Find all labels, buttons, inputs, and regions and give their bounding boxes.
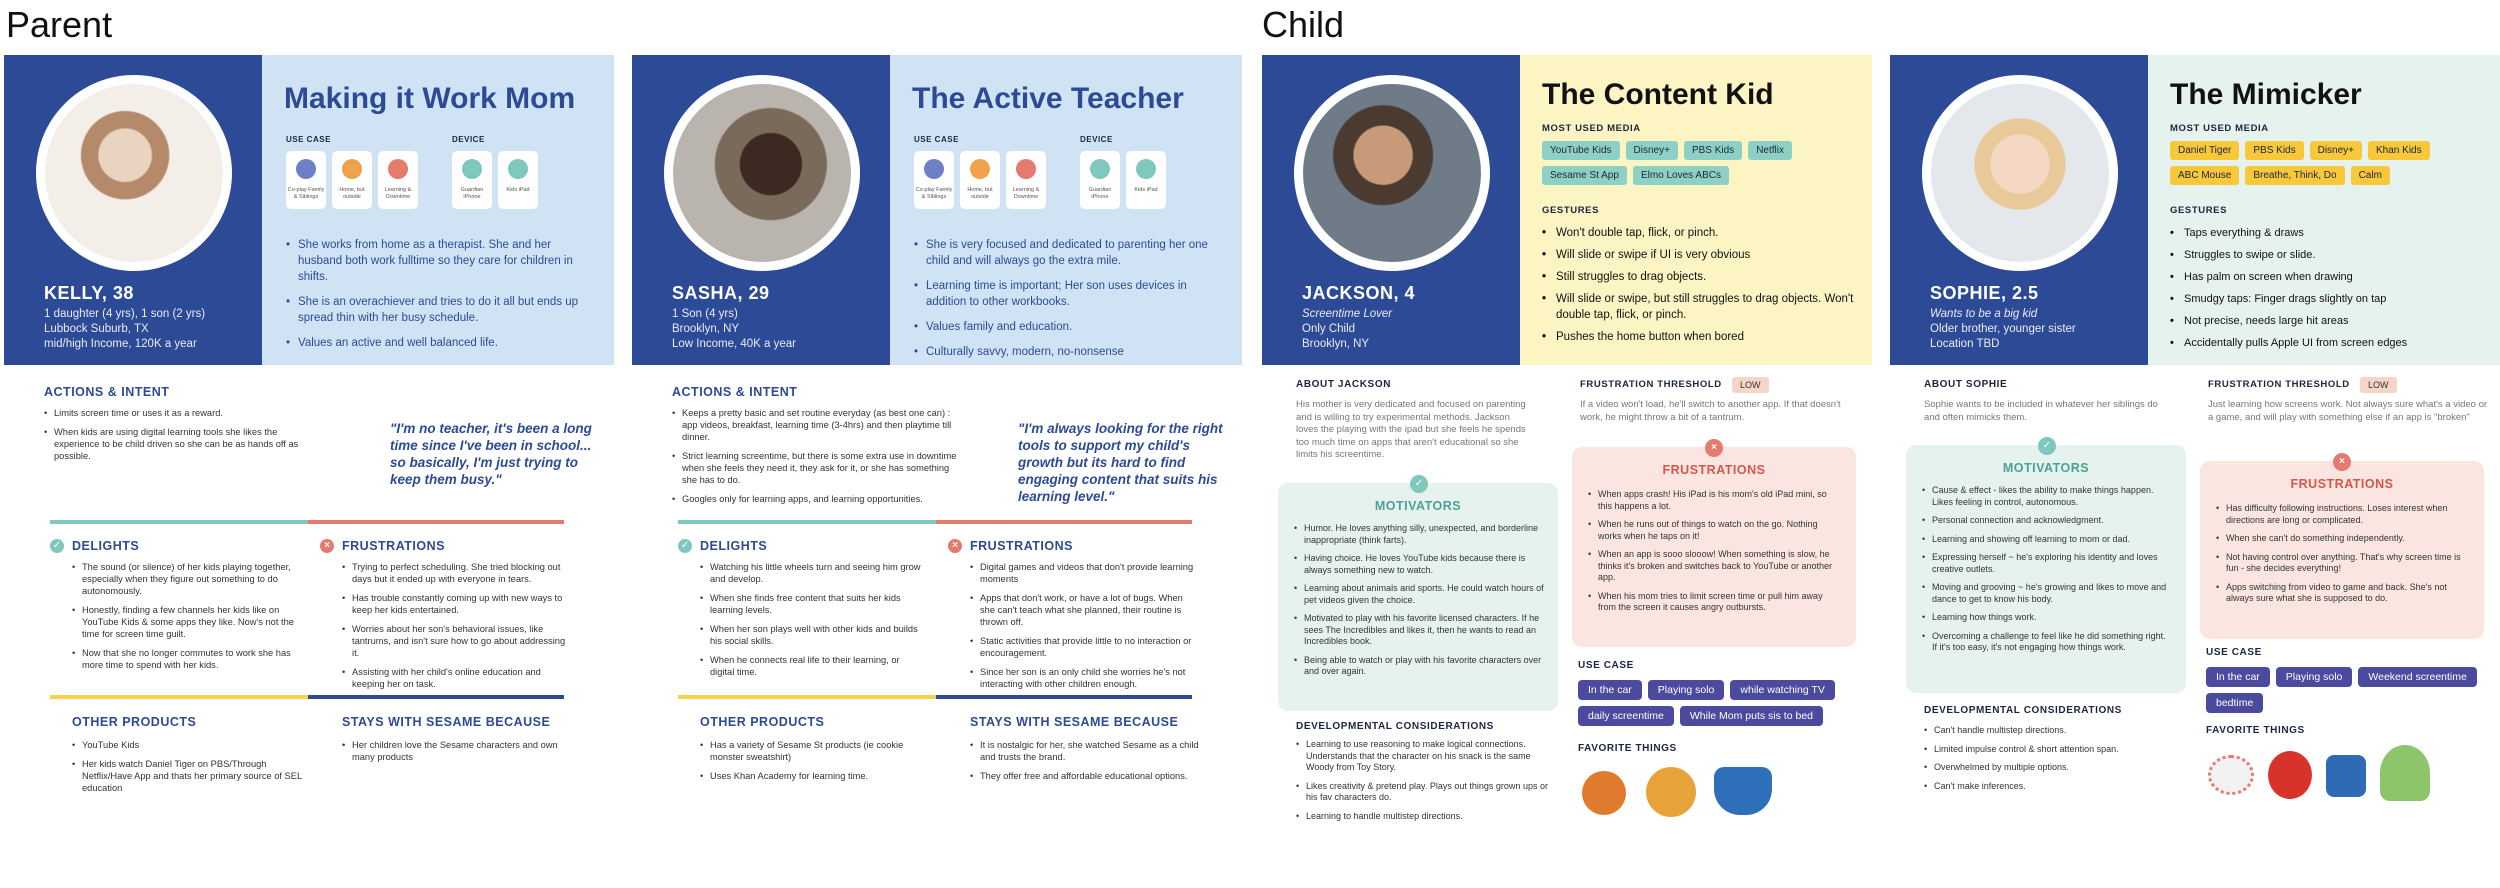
use-case-heading: USE CASE [2206,647,2262,658]
persona-name: SOPHIE, 2.5 [1930,283,2039,303]
motivators-list: • Cause & effect - likes the ability to make things happen. Likes feeling in control, autonomous. • Personal connection and acknowledgment. • Learning and showing off learning to mom or dad. • Expressing herself ~ he's exploring his identity and loves creative outlets. • Moving and grooving ~ he's growing and likes to move and dance to get to know his body. • Learning how things work. • Overcoming a challenge to feel like he did something right. If it's too easy, it's not engaging how things work. [1922,485,2172,661]
learning-icon [1016,159,1036,179]
paw-patrol-icon [1714,767,1772,815]
delights-heading: DELIGHTS [700,539,768,553]
device-label: DEVICE [452,135,485,144]
persona-title: The Mimicker [2170,78,2362,111]
persona-sidebar [632,55,890,365]
tile-ipad: Kids iPad [1126,151,1166,209]
favorites-heading: FAVORITE THINGS [1578,743,1677,754]
tile-learning: Learning & Downtime [378,151,418,209]
persona-summary [2148,55,2500,365]
other-products-heading: OTHER PRODUCTS [700,715,825,729]
stays-list: • Her children love the Sesame characters and own many products [342,739,578,770]
divider-navy [308,695,564,699]
persona-bullets: • She works from home as a therapist. She and her husband both work fulltime so they care for children in shifts. • She is an overachiever and tries to do it all but ends up spread thin with her busy schedule. • Values an active and well balanced life. [286,237,596,360]
about-heading: ABOUT SOPHIE [1924,379,2008,390]
motivators-list: • Humor. He loves anything silly, unexpected, and borderline inappropriate (think farts). • Having choice. He loves YouTube kids because there is always something new to watch. • Learning about animals and sports. He could watch hours of pet videos given the choice. • Motivated to play with his favorite licensed characters. If he sees The Incredibles and likes it, then he wants to read an Incredibles book. • Being able to watch or play with his favorite characters over and over again. [1294,523,1544,685]
actions-list: • Keeps a pretty basic and set routine everyday (as best one can) : app videos, breakfast, learning time (3-4hrs) and then playtime till dinner. • Strict learning screentime, but there is some extra use in downtime when she feels they need it, they ask for it, or she has something she has to do. • Googles only for learning apps, and learning opportunities. [672,407,962,512]
phone-icon [462,159,482,179]
actions-heading: ACTIONS & INTENT [44,385,170,399]
media-chips [2170,141,2490,185]
frustrations-list: • Has difficulty following instructions. Loses interest when directions are long or complicated. • When she can't do something independently. • Not having control over anything. That's why screen time is fun - she decides everything! • Apps switching from video to game and back. She's not always sure what she is supposed to do. [2216,503,2470,612]
media-chip: Khan Kids [2368,141,2430,160]
tile-home: Home, but outside [332,151,372,209]
threshold-badge: LOW [1732,377,1769,393]
media-chip: ABC Mouse [2170,166,2239,185]
frustrations-box [2200,456,2484,639]
check-icon: ✓ [1410,475,1428,493]
media-chip: Breathe, Think, Do [2245,166,2344,185]
media-chip: Disney+ [2310,141,2362,160]
use-case-pill: daily screentime [1578,706,1674,726]
stays-list: • It is nostalgic for her, she watched Sesame as a child and trusts the brand. • They offer free and affordable educational options. [970,739,1206,789]
frustrations-box [1572,442,1856,647]
media-chips [1542,141,1862,185]
persona-card-sophie [1890,55,2500,825]
persona-title: The Content Kid [1542,78,1774,111]
divider-navy [936,695,1192,699]
x-icon: × [1705,439,1723,457]
use-case-pill: bedtime [2206,693,2263,713]
persona-sidebar [1890,55,2148,365]
persona-card-kelly [4,55,614,825]
elmo-icon [2268,751,2312,799]
frustrations-list: • Digital games and videos that don't provide learning moments • Apps that don't work, or have a lot of bugs. When she can't teach what she planned, their routine is thrown off. • Static activities that provide little to no interaction or encouragement. • Since her son is an only child she worries he's not interacting with other children enough. [970,561,1196,697]
check-icon: ✓ [678,539,692,553]
persona-card-sasha [632,55,1242,825]
tablet-icon [1136,159,1156,179]
check-icon: ✓ [50,539,64,553]
x-icon: × [948,539,962,553]
threshold-badge: LOW [2360,377,2397,393]
tile-ipad: Kids iPad [498,151,538,209]
tile-phone: Guardian iPhone [452,151,492,209]
about-heading: ABOUT JACKSON [1296,379,1392,390]
x-icon: × [320,539,334,553]
media-chip: PBS Kids [2245,141,2303,160]
persona-info: Wants to be a big kid Older brother, younger sister Location TBD [1930,308,2076,350]
learning-icon [388,159,408,179]
frustrations-heading: FRUSTRATIONS [970,539,1073,553]
home-icon [970,159,990,179]
persona-bullets: • She is very focused and dedicated to parenting her one child and will always go the extra mile. • Learning time is important; Her son uses devices in addition to other workbooks. • Values family and education. • Culturally savvy, modern, no-nonsense [914,237,1224,369]
divider-teal [678,520,936,524]
dev-list: • Can't handle multistep directions. • Limited impulse control & short attention span. • Overwhelmed by multiple options. • Can't make inferences. [1924,725,2184,799]
frustrations-heading: FRUSTRATIONS [1662,463,1766,477]
gestures-label: GESTURES [1542,205,1600,216]
delights-list: • Watching his little wheels turn and seeing him grow and develop. • When she finds free content that suits her kids learning levels. • When her son plays well with other kids and builds his social skills. • When he connects real life to their learning, or digital time. [700,561,926,685]
frustrations-list: • Trying to perfect scheduling. She tried blocking out days but it ended up with everyone in tears. • Has trouble constantly coming up with new ways to keep her kids entertained. • Worries about her son's behavioral issues, like tantrums, and isn't sure how to go about addressing it. • Assisting with her child's online education and keeping her on task. [342,561,568,697]
tile-co-play: Co-play Family & Siblings [914,151,954,209]
persona-sidebar [1262,55,1520,365]
divider-coral [936,520,1192,524]
persona-name: KELLY, 38 [44,283,134,303]
tile-co-play: Co-play Family & Siblings [286,151,326,209]
use-case-pill: Weekend screentime [2358,667,2476,687]
media-chip: Calm [2351,166,2390,185]
other-products-list: • YouTube Kids • Her kids watch Daniel Tiger on PBS/Through Netflix/Have App and thats her primary source of SEL education [72,739,308,801]
about-text: Sophie wants to be included in whatever her siblings do and often mimicks them. [1924,399,2158,423]
other-products-heading: OTHER PRODUCTS [72,715,197,729]
use-case-heading: USE CASE [1578,660,1634,671]
actions-list: • Limits screen time or uses it as a reward. • When kids are using digital learning tools she likes the experience to be child driven so she can be as hands off as possible. [44,407,324,469]
persona-name: JACKSON, 4 [1302,283,1416,303]
persona-quote: "I'm always looking for the right tools to support my child's growth but its hard to find engaging content that suits his learning level." [1018,421,1223,504]
media-chip: Elmo Loves ABCs [1633,166,1729,185]
delights-list: • The sound (or silence) of her kids playing together, especially when they figure out something to do autonomously. • Honestly, finding a few channels her kids like on YouTube Kids & some apps they like. Now's not the time for screen time guilt. • Now that she no longer commutes to work she has more time to spend with her kids. [72,561,298,678]
persona-info: 1 Son (4 yrs) Brooklyn, NY Low Income, 40K a year [672,308,797,350]
use-case-pill: Playing solo [2276,667,2353,687]
device-label: DEVICE [1080,135,1113,144]
divider-teal [50,520,308,524]
media-chip: Netflix [1748,141,1792,160]
avatar [664,75,860,271]
persona-title: The Active Teacher [912,82,1184,115]
persona-title: Making it Work Mom [284,82,576,115]
section-title-child: Child [1262,4,1345,45]
dev-heading: DEVELOPMENTAL CONSIDERATIONS [1296,721,1494,732]
persona-name: SASHA, 29 [672,283,770,303]
divider-coral [308,520,564,524]
dev-list: • Learning to use reasoning to make logical connections. Understands that the character on his snack is the same Woody from Toy Story. • Likes creativity & pretend play. Plays out things grown ups or his fav characters do. • Learning to handle multistep directions. [1296,739,1556,829]
treehouse-icon [2380,745,2430,801]
section-title-parent: Parent [6,4,113,45]
family-icon [296,159,316,179]
home-icon [342,159,362,179]
use-case-label: USE CASE [286,135,331,144]
gestures-label: GESTURES [2170,205,2228,216]
persona-quote: "I'm no teacher, it's been a long time since I've been in school... so basically, I'm just trying to keep them busy." [390,421,592,487]
threshold-text: If a video won't load, he'll switch to another app. If that doesn't work, he might throw a bit of a tantrum. [1580,399,1841,423]
media-chip: Sesame St App [1542,166,1627,185]
persona-summary [890,55,1242,365]
use-case-pill: while watching TV [1730,680,1834,700]
gestures-list: • Taps everything & draws • Struggles to swipe or slide. • Has palm on screen when drawing • Smudgy taps: Finger drags slightly on tap • Not precise, needs large hit areas • Accidentally pulls Apple UI from screen edges [2170,225,2490,357]
use-case-pill: While Mom puts sis to bed [1680,706,1823,726]
stays-heading: STAYS WITH SESAME BECAUSE [970,715,1179,729]
use-case-pill: Playing solo [1648,680,1725,700]
media-label: MOST USED MEDIA [2170,123,2269,134]
other-products-list: • Has a variety of Sesame St products (ie cookie monster sweatshirt) • Uses Khan Academy for learning time. [700,739,936,789]
gestures-list: • Won't double tap, flick, or pinch. • Will slide or swipe if UI is very obvious • Still struggles to drag objects. • Will slide or swipe, but still struggles to drag objects. Won't double tap, flick, or pinch. • Pushes the home button when bored [1542,225,1862,351]
about-text: His mother is very dedicated and focused on parenting and is willing to try experimental methods. Jackson loves the playing with the ipad but she feels he spends too much time on apps that aren't educational so she limits his screentime. [1296,399,1526,460]
media-chip: PBS Kids [1684,141,1742,160]
threshold-heading: FRUSTRATION THRESHOLD [1580,379,1722,390]
motivators-box [1278,478,1558,711]
avatar [36,75,232,271]
dev-heading: DEVELOPMENTAL CONSIDERATIONS [1924,705,2122,716]
media-label: MOST USED MEDIA [1542,123,1641,134]
favorites-heading: FAVORITE THINGS [2206,725,2305,736]
train-icon [2326,755,2366,797]
persona-info: 1 daughter (4 yrs), 1 son (2 yrs) Lubbock Suburb, TX mid/high Income, 120K a year [44,308,206,350]
media-chip: YouTube Kids [1542,141,1620,160]
avatar [1294,75,1490,271]
threshold-heading: FRUSTRATION THRESHOLD [2208,379,2350,390]
use-case-pill: In the car [2206,667,2270,687]
persona-summary [262,55,614,365]
paint-palette-icon [2208,755,2254,795]
stays-heading: STAYS WITH SESAME BECAUSE [342,715,551,729]
threshold-text: Just learning how screens work. Not always sure what's a video or a game, and will play with something else if an app is "broken" [2208,399,2488,423]
persona-summary [1520,55,1872,365]
motivators-box [1906,440,2186,693]
frustrations-heading: FRUSTRATIONS [2290,477,2394,491]
motivators-heading: MOTIVATORS [1374,499,1462,513]
tablet-icon [508,159,528,179]
delights-heading: DELIGHTS [72,539,140,553]
phone-icon [1090,159,1110,179]
divider-yellow [50,695,308,699]
frustrations-heading: FRUSTRATIONS [342,539,445,553]
motivators-heading: MOTIVATORS [2002,461,2090,475]
tile-learning: Learning & Downtime [1006,151,1046,209]
actions-heading: ACTIONS & INTENT [672,385,798,399]
tile-phone: Guardian iPhone [1080,151,1120,209]
use-case-pills [1578,680,1858,726]
x-icon: × [2333,453,2351,471]
use-case-pills [2206,667,2490,713]
tile-home: Home, but outside [960,151,1000,209]
divider-yellow [678,695,936,699]
persona-card-jackson [1262,55,1872,825]
lion-icon [1646,767,1696,817]
family-icon [924,159,944,179]
media-chip: Daniel Tiger [2170,141,2239,160]
media-chip: Disney+ [1626,141,1678,160]
avatar [1922,75,2118,271]
use-case-pill: In the car [1578,680,1642,700]
persona-sidebar [4,55,262,365]
persona-info: Screentime Lover Only Child Brooklyn, NY [1302,308,1393,350]
check-icon: ✓ [2038,437,2056,455]
basketball-icon [1582,771,1626,815]
use-case-label: USE CASE [914,135,959,144]
frustrations-list: • When apps crash! His iPad is his mom's old iPad mini, so this happens a lot. • When he runs out of things to watch on the go. Nothing works when he taps on it! • When an app is sooo slooow! When something is slow, he thinks it's broken and switches back to YouTube or another app. • When his mom tries to limit screen time or pull him away from the screen it causes angry outbursts. [1588,489,1842,621]
